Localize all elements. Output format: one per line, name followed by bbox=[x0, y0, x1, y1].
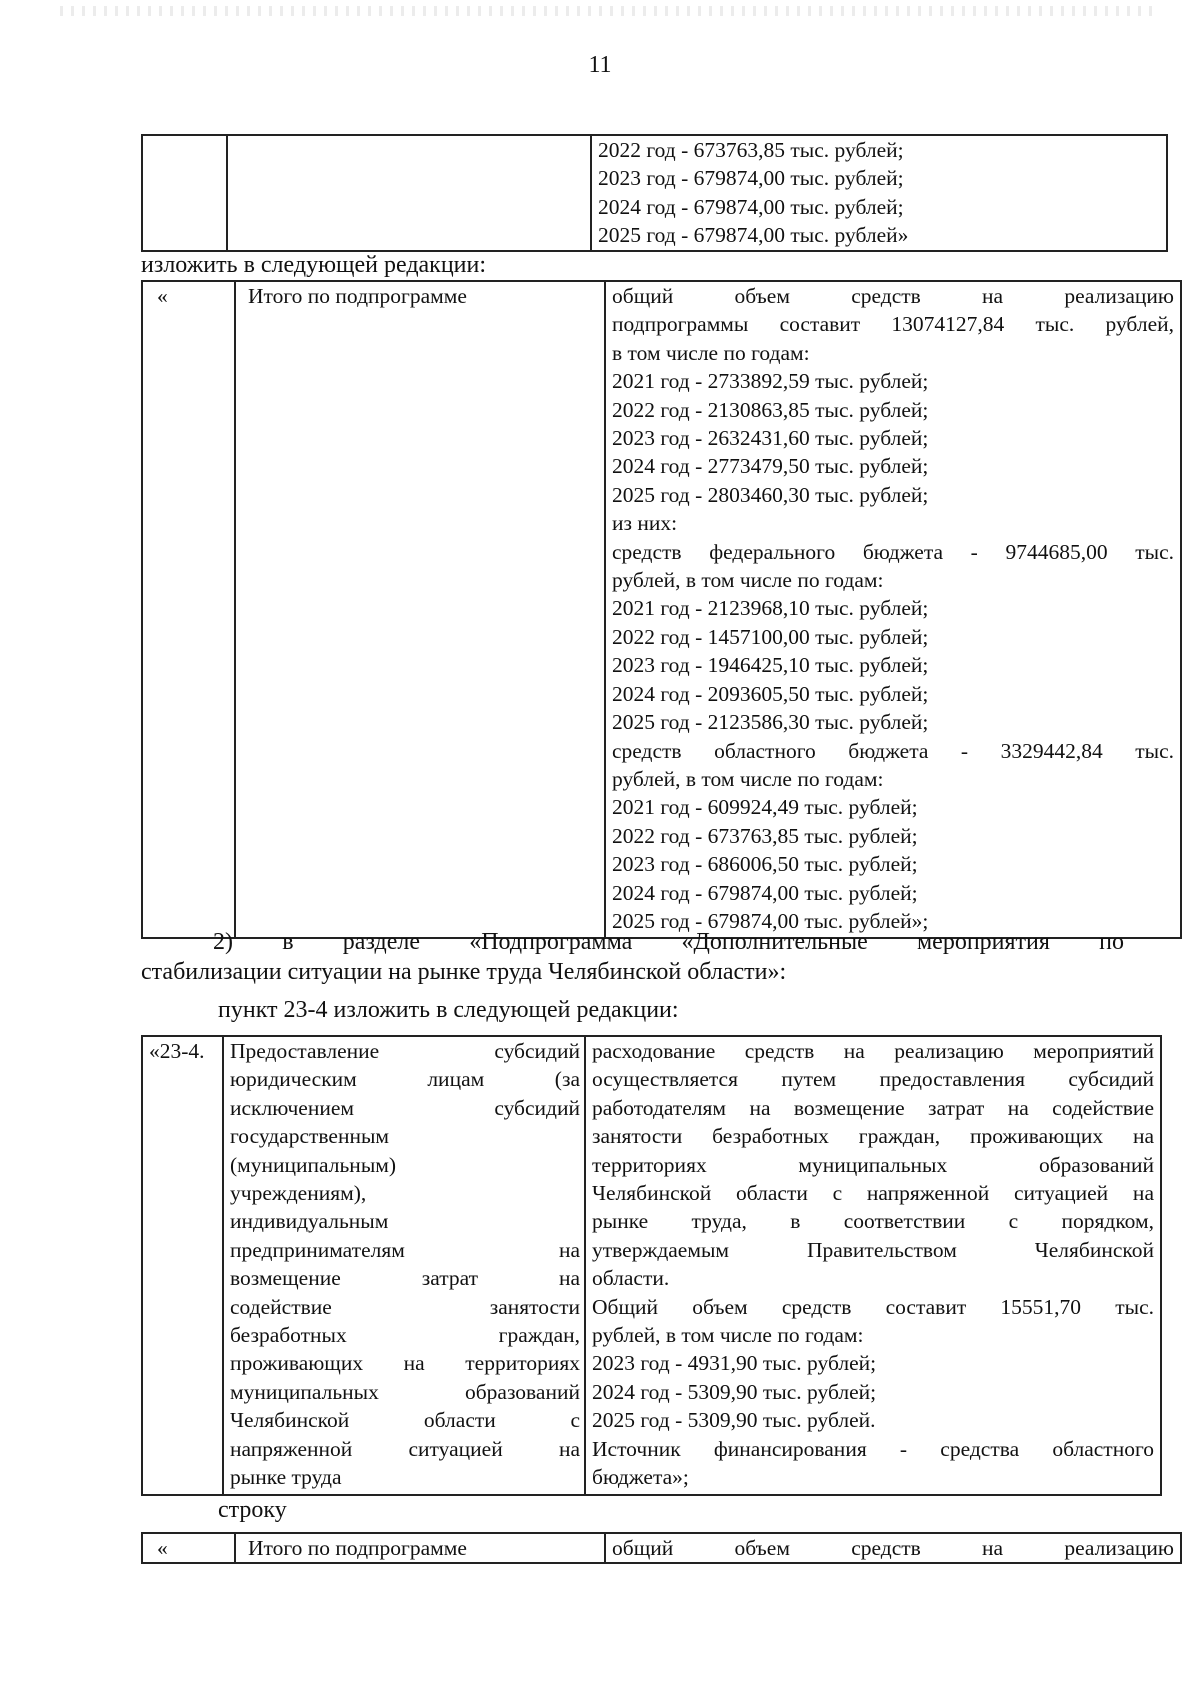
paragraph-2 bbox=[141, 927, 1124, 987]
text-line: средств областного бюджета - 3329442,84 тыс. bbox=[612, 738, 1174, 763]
text-line: 2025 год - 5309,90 тыс. рублей. bbox=[592, 1408, 876, 1433]
table-cell-empty bbox=[227, 135, 591, 251]
table-continued bbox=[141, 134, 1168, 252]
amount-line: 2025 год - 679874,00 тыс. рублей» bbox=[598, 223, 909, 248]
table-item-23-4 bbox=[141, 1035, 1162, 1496]
text-line: 2023 год - 4931,90 тыс. рублей; bbox=[592, 1351, 877, 1376]
amount-line: 2023 год - 679874,00 тыс. рублей; bbox=[598, 166, 904, 191]
amount-line: 2022 год - 673763,85 тыс. рублей; bbox=[598, 138, 904, 162]
paragraph-2-line-1: 2) в разделе «Подпрограмма «Дополнительные мероприятия по bbox=[213, 929, 1124, 955]
table-row bbox=[142, 135, 1167, 251]
subprogram-total-label: Итого по подпрограмме bbox=[248, 284, 467, 308]
text-line: государственным bbox=[230, 1124, 390, 1149]
text-line: работодателям на возмещение затрат на содействие bbox=[592, 1095, 1154, 1120]
text-line: 2025 год - 2123586,30 тыс. рублей; bbox=[612, 710, 929, 735]
table-cell-quote bbox=[142, 281, 235, 938]
text-line: предпринимателям на bbox=[230, 1237, 580, 1262]
text-line: общий объем средств на реализацию bbox=[612, 284, 1174, 308]
table-subprogram-total-start bbox=[141, 1532, 1182, 1564]
text-line: 2025 год - 2803460,30 тыс. рублей; bbox=[612, 482, 929, 507]
paragraph-4: строку bbox=[218, 1497, 287, 1523]
text-line: рынке труда bbox=[230, 1465, 342, 1490]
text-line: Челябинской области с bbox=[230, 1408, 580, 1433]
text-line: напряженной ситуацией на bbox=[230, 1436, 580, 1461]
text-line: области. bbox=[592, 1266, 670, 1291]
text-line: возмещение затрат на bbox=[230, 1266, 580, 1291]
table-row bbox=[142, 1533, 1181, 1563]
text-line: в том числе по годам: bbox=[612, 340, 810, 365]
text-line: индивидуальным bbox=[230, 1209, 389, 1234]
text-line: 2023 год - 686006,50 тыс. рублей; bbox=[612, 852, 918, 877]
text-line: 2024 год - 2773479,50 тыс. рублей; bbox=[612, 454, 929, 479]
text-line: проживающих на территориях bbox=[230, 1351, 580, 1376]
text-line: Общий объем средств составит 15551,70 тыс. bbox=[592, 1294, 1154, 1319]
text-line: (муниципальным) bbox=[230, 1152, 397, 1177]
text-line: юридическим лицам (за bbox=[230, 1067, 580, 1092]
text-line: средств федерального бюджета - 9744685,00 тыс. bbox=[612, 539, 1174, 564]
table-row bbox=[142, 281, 1181, 938]
item-number: «23-4. bbox=[149, 1039, 205, 1063]
text-line: 2024 год - 679874,00 тыс. рублей; bbox=[612, 880, 918, 905]
scan-noise bbox=[60, 6, 1160, 16]
text-line: исключением субсидий bbox=[230, 1095, 580, 1120]
text-line: территориях муниципальных образований bbox=[592, 1152, 1154, 1177]
subprogram-total-label: Итого по подпрограмме bbox=[248, 1536, 467, 1560]
text-line: 2022 год - 2130863,85 тыс. рублей; bbox=[612, 397, 929, 422]
table-cell-description bbox=[605, 1533, 1181, 1563]
text-line: рынке труда, в соответствии с порядком, bbox=[592, 1209, 1154, 1234]
text-line: рублей, в том числе по годам: bbox=[592, 1323, 864, 1348]
text-line: общий объем средств на реализацию bbox=[612, 1536, 1174, 1560]
text-line: подпрограммы составит 13074127,84 тыс. рублей, bbox=[612, 312, 1174, 337]
paragraph-3: пункт 23-4 изложить в следующей редакции: bbox=[218, 997, 679, 1023]
table-subprogram-total bbox=[141, 280, 1182, 939]
page-number: 11 bbox=[588, 52, 612, 78]
text-line: 2023 год - 1946425,10 тыс. рублей; bbox=[612, 653, 929, 678]
table-cell-item-number bbox=[142, 1036, 223, 1495]
text-line: расходование средств на реализацию мероприятий bbox=[592, 1039, 1154, 1063]
text-line: 2021 год - 2123968,10 тыс. рублей; bbox=[612, 596, 929, 621]
table-cell-amounts bbox=[591, 135, 1167, 251]
text-line: рублей, в том числе по годам: bbox=[612, 766, 884, 791]
opening-quote: « bbox=[157, 1536, 168, 1560]
text-line: Предоставление субсидий bbox=[230, 1039, 580, 1063]
text-line: 2023 год - 2632431,60 тыс. рублей; bbox=[612, 426, 929, 451]
table-cell-item-name bbox=[223, 1036, 585, 1495]
text-line: безработных граждан, bbox=[230, 1323, 580, 1348]
table-cell-quote bbox=[142, 1533, 235, 1563]
table-cell-empty bbox=[142, 135, 227, 251]
table-cell-label bbox=[235, 1533, 605, 1563]
paragraph-2-line-2: стабилизации ситуации на рынке труда Челябинской области»: bbox=[141, 959, 787, 985]
text-line: 2022 год - 673763,85 тыс. рублей; bbox=[612, 823, 918, 848]
text-line: Источник финансирования - средства областного bbox=[592, 1436, 1154, 1461]
text-line: 2022 год - 1457100,00 тыс. рублей; bbox=[612, 624, 929, 649]
opening-quote: « bbox=[157, 284, 168, 308]
text-line: 2021 год - 2733892,59 тыс. рублей; bbox=[612, 369, 929, 394]
text-line: занятости безработных граждан, проживающих на bbox=[592, 1124, 1154, 1149]
text-line: утверждаемым Правительством Челябинской bbox=[592, 1237, 1154, 1262]
text-line: учреждениям), bbox=[230, 1181, 367, 1206]
table-cell-label bbox=[235, 281, 605, 938]
text-line: бюджета»; bbox=[592, 1465, 689, 1490]
text-line: 2024 год - 2093605,50 тыс. рублей; bbox=[612, 681, 929, 706]
text-line: Челябинской области с напряженной ситуацией на bbox=[592, 1181, 1154, 1206]
text-line: 2025 год - 679874,00 тыс. рублей»; bbox=[612, 908, 929, 933]
text-line: 2024 год - 5309,90 тыс. рублей; bbox=[592, 1379, 877, 1404]
text-line: рублей, в том числе по годам: bbox=[612, 568, 884, 593]
table-cell-description bbox=[605, 281, 1181, 938]
table-row bbox=[142, 1036, 1161, 1495]
text-line: из них: bbox=[612, 511, 678, 536]
text-line: содействие занятости bbox=[230, 1294, 580, 1319]
text-line: осуществляется путем предоставления субсидий bbox=[592, 1067, 1154, 1092]
amount-line: 2024 год - 679874,00 тыс. рублей; bbox=[598, 194, 904, 219]
text-line: 2021 год - 609924,49 тыс. рублей; bbox=[612, 795, 918, 820]
table-cell-item-description bbox=[585, 1036, 1161, 1495]
intro-text: изложить в следующей редакции: bbox=[141, 252, 487, 278]
text-line: муниципальных образований bbox=[230, 1379, 580, 1404]
